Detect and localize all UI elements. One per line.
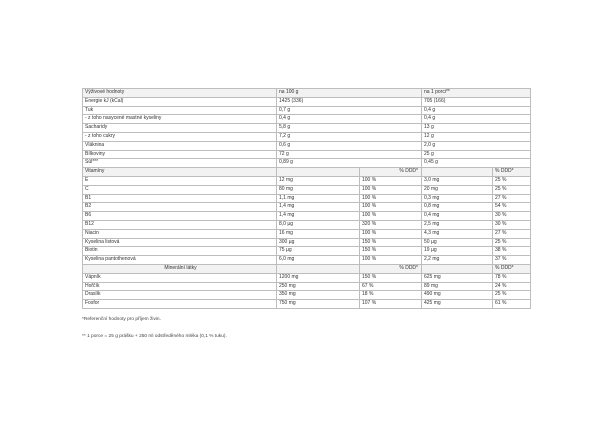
per-100g-value: 0,4 g: [277, 115, 422, 124]
vitamin-header-label: Vitamíny: [83, 168, 277, 177]
mineral-header-portion-ddd: % DDD*: [493, 264, 531, 273]
vitamin-ddd-100g: 100 %: [360, 176, 422, 185]
per-100g-value: 0,89 g: [277, 159, 422, 168]
vitamin-amount-portion: 50 µg: [422, 238, 493, 247]
footnotes: [82, 317, 530, 340]
mineral-ddd-portion: 78 %: [493, 273, 531, 282]
vitamin-ddd-100g: 100 %: [360, 256, 422, 265]
vitamin-amount-100g: 1,1 mg: [277, 194, 360, 203]
nutrition-row: [83, 97, 531, 106]
nutrition-row: [83, 132, 531, 141]
vitamin-header-amount: [277, 168, 360, 177]
vitamin-row: [83, 247, 531, 256]
vitamin-row: [83, 256, 531, 265]
vitamin-amount-portion: 0,4 mg: [422, 212, 493, 221]
vitamin-row: [83, 203, 531, 212]
vitamin-header-row: [83, 168, 531, 177]
vitamin-amount-100g: 6,0 mg: [277, 256, 360, 265]
mineral-name: Draslík: [83, 291, 277, 300]
vitamin-amount-portion: 2,2 mg: [422, 256, 493, 265]
vitamin-name: B1: [83, 194, 277, 203]
vitamin-ddd-100g: 150 %: [360, 247, 422, 256]
nutrition-header-row: [83, 89, 531, 98]
vitamin-row: [83, 176, 531, 185]
per-100g-value: 0,6 g: [277, 141, 422, 150]
vitamin-row: [83, 194, 531, 203]
nutrition-header-per-portion: na 1 porci**: [422, 89, 531, 98]
vitamin-row: [83, 185, 531, 194]
vitamin-ddd-portion: 25 %: [493, 176, 531, 185]
footnote-reference-intake: *Referenční hodnoty pro příjem živin.: [82, 316, 161, 322]
vitamin-ddd-portion: 27 %: [493, 194, 531, 203]
per-100g-value: 1425 (336): [277, 97, 422, 106]
nutrition-row: [83, 159, 531, 168]
mineral-amount-portion: 89 mg: [422, 282, 493, 291]
per-100g-value: 7,2 g: [277, 132, 422, 141]
mineral-row: [83, 291, 531, 300]
vitamin-name: Biotin: [83, 247, 277, 256]
vitamin-header-portion-amount: [422, 168, 493, 177]
nutrition-row: [83, 141, 531, 150]
vitamin-ddd-100g: 100 %: [360, 212, 422, 221]
mineral-ddd-portion: 25 %: [493, 291, 531, 300]
mineral-amount-100g: 1200 mg: [277, 273, 360, 282]
minerals-section: [83, 264, 531, 308]
vitamin-header-ddd: % DDD*: [360, 168, 422, 177]
mineral-amount-100g: 750 mg: [277, 300, 360, 309]
vitamin-ddd-100g: 100 %: [360, 194, 422, 203]
mineral-ddd-portion: 24 %: [493, 282, 531, 291]
per-portion-value: 0,4 g: [422, 115, 531, 124]
nutrition-header-per-100g: na 100 g: [277, 89, 422, 98]
vitamin-amount-100g: 12 mg: [277, 176, 360, 185]
vitamin-header-portion-ddd: % DDD*: [493, 168, 531, 177]
vitamin-ddd-100g: 100 %: [360, 229, 422, 238]
per-portion-value: 0,4 g: [422, 106, 531, 115]
vitamin-amount-100g: 8,0 µg: [277, 220, 360, 229]
nutrition-section: [83, 89, 531, 168]
nutrient-name: - z toho cukry: [83, 132, 277, 141]
mineral-amount-100g: 350 mg: [277, 291, 360, 300]
vitamin-name: C: [83, 185, 277, 194]
mineral-row: [83, 273, 531, 282]
vitamin-row: [83, 212, 531, 221]
vitamin-ddd-100g: 100 %: [360, 185, 422, 194]
mineral-ddd-100g: 67 %: [360, 282, 422, 291]
nutrient-name: - z toho nasycené mastné kyseliny: [83, 115, 277, 124]
mineral-header-amount: [277, 264, 360, 273]
vitamin-amount-100g: 300 µg: [277, 238, 360, 247]
nutrition-header-label: Výživové hodnoty: [83, 89, 277, 98]
vitamin-amount-portion: 19 µg: [422, 247, 493, 256]
nutrition-row: [83, 106, 531, 115]
mineral-header-row: [83, 264, 531, 273]
nutrition-table: [82, 88, 531, 309]
nutrition-document: [82, 88, 530, 351]
vitamin-ddd-100g: 100 %: [360, 203, 422, 212]
nutrition-row: [83, 150, 531, 159]
mineral-name: Vápník: [83, 273, 277, 282]
nutrient-name: Vláknina: [83, 141, 277, 150]
vitamin-ddd-portion: 37 %: [493, 256, 531, 265]
vitamin-amount-100g: 80 mg: [277, 185, 360, 194]
vitamin-amount-100g: 16 mg: [277, 229, 360, 238]
vitamin-ddd-portion: 38 %: [493, 247, 531, 256]
per-portion-value: 705 (166): [422, 97, 531, 106]
footnote-portion: ** 1 porce = 25 g prášku + 250 ml odstředěného mléka (0,1 % tuku).: [82, 333, 227, 339]
mineral-ddd-100g: 107 %: [360, 300, 422, 309]
vitamin-amount-portion: 0,3 mg: [422, 194, 493, 203]
vitamin-ddd-portion: 25 %: [493, 185, 531, 194]
nutrient-name: Sůl***: [83, 159, 277, 168]
vitamin-row: [83, 238, 531, 247]
mineral-name: Hořčík: [83, 282, 277, 291]
vitamin-name: B12: [83, 220, 277, 229]
vitamin-name: B6: [83, 212, 277, 221]
vitamin-amount-100g: 1,4 mg: [277, 203, 360, 212]
mineral-name: Fosfor: [83, 300, 277, 309]
vitamin-name: B2: [83, 203, 277, 212]
mineral-header-label: Minerální látky: [83, 264, 277, 273]
vitamin-amount-portion: 2,5 mg: [422, 220, 493, 229]
vitamin-ddd-portion: 27 %: [493, 229, 531, 238]
mineral-amount-100g: 250 mg: [277, 282, 360, 291]
vitamin-amount-portion: 4,3 mg: [422, 229, 493, 238]
mineral-row: [83, 282, 531, 291]
mineral-header-ddd: % DDD*: [360, 264, 422, 273]
mineral-ddd-portion: 61 %: [493, 300, 531, 309]
vitamin-row: [83, 220, 531, 229]
mineral-amount-portion: 425 mg: [422, 300, 493, 309]
vitamin-row: [83, 229, 531, 238]
vitamin-name: E: [83, 176, 277, 185]
nutrition-row: [83, 124, 531, 133]
mineral-amount-portion: 490 mg: [422, 291, 493, 300]
vitamins-section: [83, 168, 531, 265]
mineral-row: [83, 300, 531, 309]
mineral-header-portion-amount: [422, 264, 493, 273]
vitamin-ddd-portion: 30 %: [493, 220, 531, 229]
vitamin-ddd-100g: 320 %: [360, 220, 422, 229]
vitamin-amount-100g: 1,4 mg: [277, 212, 360, 221]
vitamin-name: Kyselina pantothenová: [83, 256, 277, 265]
vitamin-ddd-portion: 54 %: [493, 203, 531, 212]
vitamin-amount-portion: 20 mg: [422, 185, 493, 194]
vitamin-ddd-portion: 25 %: [493, 238, 531, 247]
nutrient-name: Sacharidy: [83, 124, 277, 133]
vitamin-amount-portion: 0,8 mg: [422, 203, 493, 212]
per-100g-value: 0,7 g: [277, 106, 422, 115]
vitamin-amount-100g: 75 µg: [277, 247, 360, 256]
mineral-amount-portion: 625 mg: [422, 273, 493, 282]
nutrition-row: [83, 115, 531, 124]
nutrient-name: Bílkoviny: [83, 150, 277, 159]
nutrient-name: Tuk: [83, 106, 277, 115]
vitamin-name: Niacin: [83, 229, 277, 238]
per-portion-value: 13 g: [422, 124, 531, 133]
vitamin-ddd-100g: 150 %: [360, 238, 422, 247]
vitamin-ddd-portion: 30 %: [493, 212, 531, 221]
per-100g-value: 5,8 g: [277, 124, 422, 133]
per-portion-value: 12 g: [422, 132, 531, 141]
per-portion-value: 0,45 g: [422, 159, 531, 168]
nutrient-name: Energie kJ (kCal): [83, 97, 277, 106]
vitamin-name: Kyselina listová: [83, 238, 277, 247]
per-100g-value: 72 g: [277, 150, 422, 159]
mineral-ddd-100g: 150 %: [360, 273, 422, 282]
vitamin-amount-portion: 3,0 mg: [422, 176, 493, 185]
per-portion-value: 25 g: [422, 150, 531, 159]
per-portion-value: 2,0 g: [422, 141, 531, 150]
mineral-ddd-100g: 18 %: [360, 291, 422, 300]
